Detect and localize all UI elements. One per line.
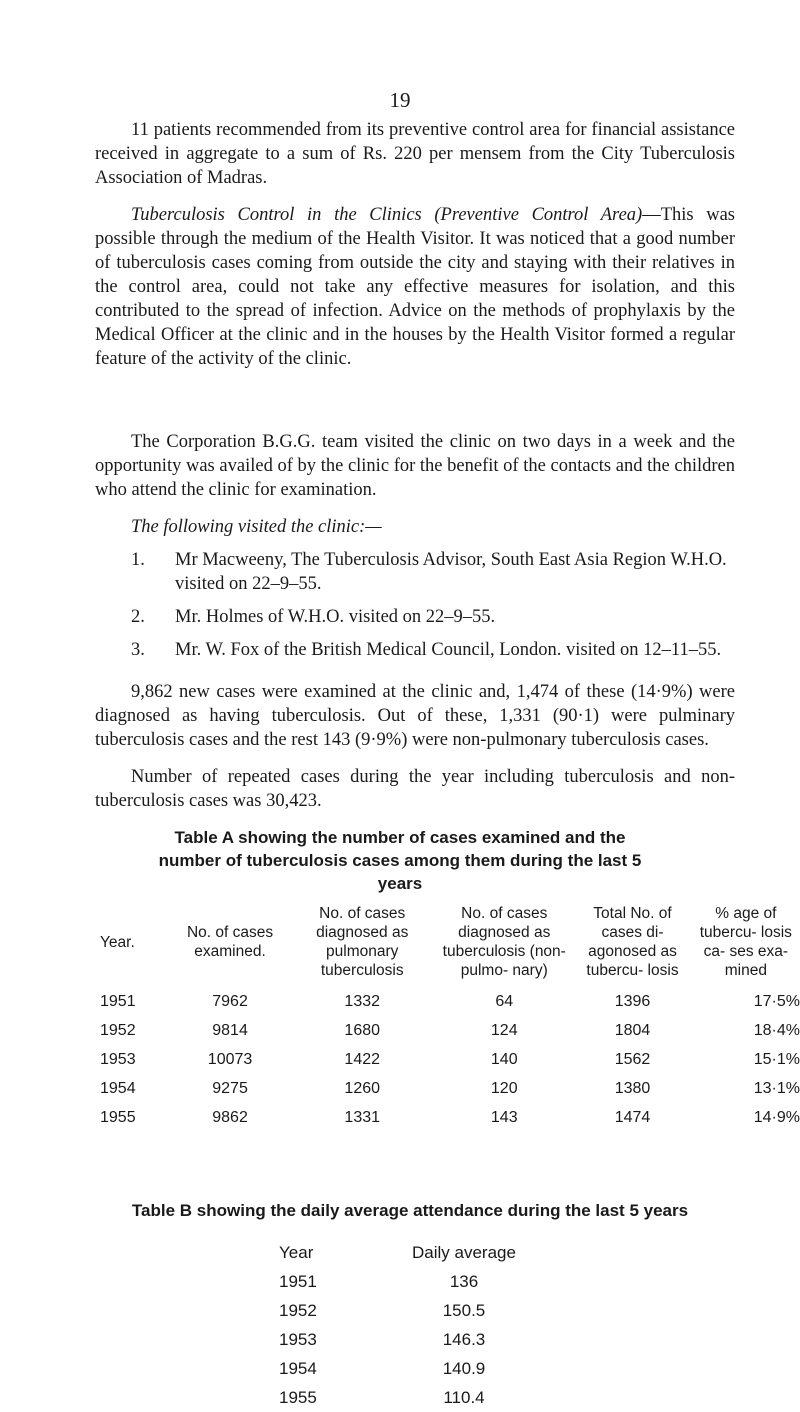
cell-examined: 9275 bbox=[212, 1079, 248, 1097]
cell-non-pulmonary: 124 bbox=[490, 1021, 518, 1039]
cell-pulmonary: 1332 bbox=[344, 992, 381, 1010]
cell-year: 1951 bbox=[279, 1271, 317, 1291]
paragraph-body: —This was possible through the medium of the Health Visitor. It was noticed that a good number of tuberculosis cases coming from outside the city and staying with their relatives in the control area, could not take any effective measures for isolation, and this contributed to the spread of infection. Advice on the methods of prophylaxis by the Medical Officer at the clinic and in the houses by the Health Visitor formed a regular feature of the activity of the clinic. bbox=[95, 205, 736, 369]
paragraph-tb-control bbox=[95, 203, 735, 371]
paragraph-heading: Tuberculosis Control in the Clinics (Preventive Control Area) bbox=[131, 205, 643, 225]
table-row bbox=[100, 1103, 800, 1132]
cell-percent: 18·4% bbox=[753, 1021, 800, 1039]
paragraph-new-cases: 9,862 new cases were examined at the clinic and, 1,474 of these (14·9%) were diagnosed as having tuberculosis. Out of these, 1,331 (90·1) were pulminary tuberculosis cases and the rest 143 (9·9%) were non-pulmonary tuberculosis cases. bbox=[95, 682, 735, 750]
table-row bbox=[100, 1016, 800, 1045]
cell-percent: 14·9% bbox=[753, 1108, 800, 1126]
table-a-caption: Table A showing the number of cases examined and the number of tuberculosis cases among them during the last 5 years bbox=[158, 828, 642, 893]
table-row bbox=[279, 1325, 539, 1354]
column-header-year: Year. bbox=[100, 933, 135, 951]
cell-average: 150.5 bbox=[442, 1300, 486, 1320]
list-item bbox=[131, 605, 741, 629]
cell-non-pulmonary: 64 bbox=[495, 992, 514, 1010]
cell-non-pulmonary: 120 bbox=[490, 1079, 518, 1097]
column-header-percent: % age of tubercu- losis ca- ses exa- mined bbox=[699, 905, 792, 979]
table-row bbox=[100, 987, 800, 1016]
cell-examined: 10073 bbox=[207, 1050, 253, 1068]
cell-examined: 7962 bbox=[212, 992, 248, 1010]
table-a bbox=[100, 897, 800, 1132]
table-row bbox=[279, 1383, 539, 1412]
cell-average: 110.4 bbox=[443, 1387, 485, 1407]
visitors-list bbox=[131, 548, 741, 671]
cell-year: 1952 bbox=[279, 1300, 317, 1320]
page-number: 19 bbox=[389, 88, 411, 112]
cell-year: 1954 bbox=[279, 1358, 317, 1378]
cell-non-pulmonary: 140 bbox=[490, 1050, 518, 1068]
list-item bbox=[131, 548, 741, 596]
column-header-total: Total No. of cases di- agonosed as tubercu- losis bbox=[586, 905, 679, 979]
table-row bbox=[279, 1354, 539, 1383]
cell-percent: 17·5% bbox=[753, 992, 800, 1010]
cell-pulmonary: 1680 bbox=[344, 1021, 381, 1039]
cell-year: 1951 bbox=[100, 992, 136, 1010]
table-row bbox=[100, 1045, 800, 1074]
cell-year: 1953 bbox=[100, 1050, 136, 1068]
cell-total: 1804 bbox=[614, 1021, 651, 1039]
cell-pulmonary: 1422 bbox=[344, 1050, 381, 1068]
list-item bbox=[131, 638, 741, 662]
cell-percent: 15·1% bbox=[753, 1050, 800, 1068]
column-header-examined: No. of cases examined. bbox=[186, 924, 274, 960]
cell-total: 1474 bbox=[614, 1108, 651, 1126]
cell-examined: 9862 bbox=[212, 1108, 248, 1126]
table-row bbox=[279, 1296, 539, 1325]
cell-total: 1396 bbox=[614, 992, 651, 1010]
list-text: Mr Macweeny, The Tuberculosis Advisor, South East Asia Region W.H.O. visited on 22–9–55. bbox=[175, 550, 727, 594]
list-text: Mr. W. Fox of the British Medical Council, London. visited on 12–11–55. bbox=[175, 640, 722, 660]
cell-total: 1380 bbox=[614, 1079, 651, 1097]
cell-year: 1954 bbox=[100, 1079, 136, 1097]
cell-year: 1955 bbox=[100, 1108, 136, 1126]
column-header-year: Year bbox=[279, 1242, 314, 1262]
table-row bbox=[100, 1074, 800, 1103]
visitors-intro: The following visited the clinic:— bbox=[131, 517, 382, 537]
table-row bbox=[279, 1267, 539, 1296]
cell-average: 136 bbox=[449, 1271, 479, 1291]
paragraph-bcg-team: The Corporation B.G.G. team visited the clinic on two days in a week and the opportunity was availed of by the clinic for the benefit of the contacts and the children who attend the clinic for examination. bbox=[95, 432, 735, 500]
cell-average: 146.3 bbox=[442, 1329, 486, 1349]
paragraph-financial-assistance: 11 patients recommended from its preventive control area for financial assistance received in aggregate to a sum of Rs. 220 per mensem from the City Tuberculosis Association of Madras. bbox=[95, 120, 735, 188]
list-number: 1. bbox=[131, 550, 145, 570]
column-header-non-pulmonary: No. of cases diagnosed as tuberculosis (non-pulmo- nary) bbox=[442, 905, 566, 979]
cell-pulmonary: 1260 bbox=[344, 1079, 381, 1097]
cell-pulmonary: 1331 bbox=[344, 1108, 381, 1126]
cell-year: 1952 bbox=[100, 1021, 136, 1039]
paragraph-repeated-cases: Number of repeated cases during the year including tuberculosis and non-tuberculosis cases was 30,423. bbox=[95, 767, 735, 811]
column-header-daily-average: Daily average bbox=[412, 1242, 516, 1262]
cell-examined: 9814 bbox=[212, 1021, 248, 1039]
list-number: 2. bbox=[131, 607, 145, 627]
column-header-pulmonary: No. of cases diagnosed as pulmonary tuberculosis bbox=[316, 905, 409, 979]
cell-year: 1955 bbox=[279, 1387, 317, 1407]
table-b-caption: Table B showing the daily average attendance during the last 5 years bbox=[131, 1201, 689, 1220]
cell-non-pulmonary: 143 bbox=[490, 1108, 518, 1126]
cell-total: 1562 bbox=[614, 1050, 651, 1068]
list-number: 3. bbox=[131, 640, 145, 660]
list-text: Mr. Holmes of W.H.O. visited on 22–9–55. bbox=[175, 607, 496, 627]
cell-year: 1953 bbox=[279, 1329, 317, 1349]
cell-average: 140.9 bbox=[442, 1358, 486, 1378]
cell-percent: 13·1% bbox=[753, 1079, 800, 1097]
table-b bbox=[279, 1238, 539, 1412]
